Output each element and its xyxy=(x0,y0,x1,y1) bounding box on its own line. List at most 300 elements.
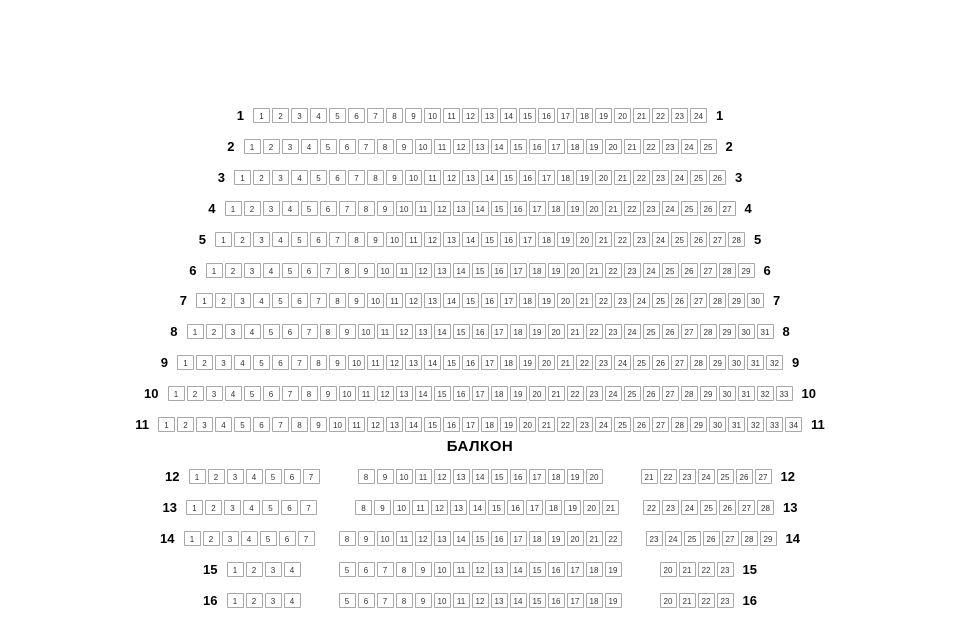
seat[interactable]: 32 xyxy=(747,417,764,432)
seat[interactable]: 10 xyxy=(434,562,451,577)
seat[interactable]: 4 xyxy=(246,469,263,484)
seat[interactable]: 19 xyxy=(567,201,584,216)
seat[interactable]: 8 xyxy=(355,500,372,515)
seat[interactable]: 15 xyxy=(424,417,441,432)
seat[interactable]: 21 xyxy=(595,232,612,247)
seat[interactable]: 28 xyxy=(681,386,698,401)
seat[interactable]: 26 xyxy=(700,201,717,216)
seat[interactable]: 16 xyxy=(548,562,565,577)
seat[interactable]: 7 xyxy=(291,355,308,370)
seat[interactable]: 9 xyxy=(377,201,394,216)
seat[interactable]: 8 xyxy=(386,108,403,123)
seat[interactable]: 4 xyxy=(291,170,308,185)
seat[interactable]: 29 xyxy=(700,386,717,401)
seat[interactable]: 19 xyxy=(510,386,527,401)
seat[interactable]: 16 xyxy=(529,139,546,154)
seat[interactable]: 6 xyxy=(348,108,365,123)
seat[interactable]: 10 xyxy=(396,201,413,216)
seat[interactable]: 14 xyxy=(472,201,489,216)
seat[interactable]: 12 xyxy=(453,139,470,154)
seat[interactable]: 17 xyxy=(526,500,543,515)
seat[interactable]: 4 xyxy=(234,355,251,370)
seat[interactable]: 30 xyxy=(738,324,755,339)
seat[interactable]: 1 xyxy=(225,201,242,216)
seat[interactable]: 12 xyxy=(405,293,422,308)
seat[interactable]: 20 xyxy=(519,417,536,432)
seat[interactable]: 10 xyxy=(386,232,403,247)
seat[interactable]: 28 xyxy=(700,324,717,339)
seat[interactable]: 10 xyxy=(396,469,413,484)
seat[interactable]: 6 xyxy=(282,324,299,339)
seat[interactable]: 8 xyxy=(291,417,308,432)
seat[interactable]: 22 xyxy=(586,324,603,339)
seat[interactable]: 25 xyxy=(681,201,698,216)
seat[interactable]: 25 xyxy=(614,417,631,432)
seat[interactable]: 25 xyxy=(662,263,679,278)
seat[interactable]: 29 xyxy=(760,531,777,546)
seat[interactable]: 17 xyxy=(567,562,584,577)
seat[interactable]: 5 xyxy=(262,500,279,515)
seat[interactable]: 20 xyxy=(614,108,631,123)
seat[interactable]: 18 xyxy=(567,139,584,154)
seat[interactable]: 7 xyxy=(320,263,337,278)
seat[interactable]: 8 xyxy=(329,293,346,308)
seat[interactable]: 23 xyxy=(576,417,593,432)
seat[interactable]: 2 xyxy=(208,469,225,484)
seat[interactable]: 18 xyxy=(548,201,565,216)
seat[interactable]: 1 xyxy=(184,531,201,546)
seat[interactable]: 18 xyxy=(491,386,508,401)
seat[interactable]: 20 xyxy=(538,355,555,370)
seat[interactable]: 18 xyxy=(519,293,536,308)
seat[interactable]: 22 xyxy=(605,263,622,278)
seat[interactable]: 4 xyxy=(263,263,280,278)
seat[interactable]: 15 xyxy=(472,263,489,278)
seat[interactable]: 13 xyxy=(450,500,467,515)
seat[interactable]: 12 xyxy=(443,170,460,185)
seat[interactable]: 22 xyxy=(652,108,669,123)
seat[interactable]: 15 xyxy=(510,139,527,154)
seat[interactable]: 7 xyxy=(298,531,315,546)
seat[interactable]: 2 xyxy=(272,108,289,123)
seat[interactable]: 13 xyxy=(424,293,441,308)
seat[interactable]: 15 xyxy=(472,531,489,546)
seat[interactable]: 13 xyxy=(405,355,422,370)
seat[interactable]: 19 xyxy=(576,170,593,185)
seat[interactable]: 24 xyxy=(671,170,688,185)
seat[interactable]: 7 xyxy=(377,593,394,608)
seat[interactable]: 24 xyxy=(698,469,715,484)
seat[interactable]: 13 xyxy=(434,531,451,546)
seat[interactable]: 11 xyxy=(412,500,429,515)
seat[interactable]: 15 xyxy=(443,355,460,370)
seat[interactable]: 16 xyxy=(500,232,517,247)
seat[interactable]: 5 xyxy=(272,293,289,308)
seat[interactable]: 21 xyxy=(586,531,603,546)
seat[interactable]: 7 xyxy=(367,108,384,123)
seat[interactable]: 11 xyxy=(367,355,384,370)
seat[interactable]: 22 xyxy=(633,170,650,185)
seat[interactable]: 21 xyxy=(538,417,555,432)
seat[interactable]: 26 xyxy=(662,324,679,339)
seat[interactable]: 22 xyxy=(698,562,715,577)
seat[interactable]: 5 xyxy=(265,469,282,484)
seat[interactable]: 4 xyxy=(284,562,301,577)
seat[interactable]: 14 xyxy=(510,562,527,577)
seat[interactable]: 18 xyxy=(529,263,546,278)
seat[interactable]: 19 xyxy=(538,293,555,308)
seat[interactable]: 17 xyxy=(500,293,517,308)
seat[interactable]: 23 xyxy=(671,108,688,123)
seat[interactable]: 14 xyxy=(434,324,451,339)
seat[interactable]: 10 xyxy=(348,355,365,370)
seat[interactable]: 21 xyxy=(567,324,584,339)
seat[interactable]: 7 xyxy=(301,324,318,339)
seat[interactable]: 20 xyxy=(583,500,600,515)
seat[interactable]: 9 xyxy=(329,355,346,370)
seat[interactable]: 19 xyxy=(529,324,546,339)
seat[interactable]: 3 xyxy=(282,139,299,154)
seat[interactable]: 7 xyxy=(310,293,327,308)
seat[interactable]: 22 xyxy=(643,500,660,515)
seat[interactable]: 21 xyxy=(679,593,696,608)
seat[interactable]: 15 xyxy=(481,232,498,247)
seat[interactable]: 12 xyxy=(386,355,403,370)
seat[interactable]: 27 xyxy=(709,232,726,247)
seat[interactable]: 6 xyxy=(329,170,346,185)
seat[interactable]: 28 xyxy=(671,417,688,432)
seat[interactable]: 13 xyxy=(491,562,508,577)
seat[interactable]: 21 xyxy=(641,469,658,484)
seat[interactable]: 8 xyxy=(339,531,356,546)
seat[interactable]: 21 xyxy=(586,263,603,278)
seat[interactable]: 4 xyxy=(301,139,318,154)
seat[interactable]: 7 xyxy=(348,170,365,185)
seat[interactable]: 23 xyxy=(624,263,641,278)
seat[interactable]: 11 xyxy=(415,201,432,216)
seat[interactable]: 30 xyxy=(709,417,726,432)
seat[interactable]: 5 xyxy=(282,263,299,278)
seat[interactable]: 21 xyxy=(633,108,650,123)
seat[interactable]: 5 xyxy=(234,417,251,432)
seat[interactable]: 12 xyxy=(472,562,489,577)
seat[interactable]: 7 xyxy=(272,417,289,432)
seat[interactable]: 19 xyxy=(564,500,581,515)
seat[interactable]: 32 xyxy=(766,355,783,370)
seat[interactable]: 3 xyxy=(234,293,251,308)
seat[interactable]: 25 xyxy=(633,355,650,370)
seat[interactable]: 2 xyxy=(206,324,223,339)
seat[interactable]: 10 xyxy=(339,386,356,401)
seat[interactable]: 27 xyxy=(738,500,755,515)
seat[interactable]: 1 xyxy=(158,417,175,432)
seat[interactable]: 6 xyxy=(301,263,318,278)
seat[interactable]: 14 xyxy=(405,417,422,432)
seat[interactable]: 17 xyxy=(567,593,584,608)
seat[interactable]: 14 xyxy=(453,263,470,278)
seat[interactable]: 20 xyxy=(586,469,603,484)
seat[interactable]: 24 xyxy=(681,500,698,515)
seat[interactable]: 1 xyxy=(227,593,244,608)
seat[interactable]: 12 xyxy=(431,500,448,515)
seat[interactable]: 21 xyxy=(602,500,619,515)
seat[interactable]: 20 xyxy=(586,201,603,216)
seat[interactable]: 19 xyxy=(557,232,574,247)
seat[interactable]: 18 xyxy=(529,531,546,546)
seat[interactable]: 2 xyxy=(246,593,263,608)
seat[interactable]: 4 xyxy=(282,201,299,216)
seat[interactable]: 16 xyxy=(510,469,527,484)
seat[interactable]: 32 xyxy=(757,386,774,401)
seat[interactable]: 8 xyxy=(310,355,327,370)
seat[interactable]: 12 xyxy=(415,263,432,278)
seat[interactable]: 2 xyxy=(203,531,220,546)
seat[interactable]: 9 xyxy=(374,500,391,515)
seat[interactable]: 24 xyxy=(665,531,682,546)
seat[interactable]: 1 xyxy=(234,170,251,185)
seat[interactable]: 12 xyxy=(472,593,489,608)
seat[interactable]: 6 xyxy=(358,593,375,608)
seat[interactable]: 27 xyxy=(671,355,688,370)
seat[interactable]: 19 xyxy=(500,417,517,432)
seat[interactable]: 17 xyxy=(481,355,498,370)
seat[interactable]: 22 xyxy=(605,531,622,546)
seat[interactable]: 13 xyxy=(396,386,413,401)
seat[interactable]: 19 xyxy=(595,108,612,123)
seat[interactable]: 34 xyxy=(785,417,802,432)
seat[interactable]: 17 xyxy=(519,232,536,247)
seat[interactable]: 4 xyxy=(241,531,258,546)
seat[interactable]: 7 xyxy=(339,201,356,216)
seat[interactable]: 9 xyxy=(320,386,337,401)
seat[interactable]: 13 xyxy=(481,108,498,123)
seat[interactable]: 12 xyxy=(396,324,413,339)
seat[interactable]: 31 xyxy=(738,386,755,401)
seat[interactable]: 23 xyxy=(652,170,669,185)
seat[interactable]: 22 xyxy=(660,469,677,484)
seat[interactable]: 3 xyxy=(291,108,308,123)
seat[interactable]: 30 xyxy=(747,293,764,308)
seat[interactable]: 26 xyxy=(703,531,720,546)
seat[interactable]: 4 xyxy=(244,324,261,339)
seat[interactable]: 2 xyxy=(253,170,270,185)
seat[interactable]: 27 xyxy=(652,417,669,432)
seat[interactable]: 25 xyxy=(652,293,669,308)
seat[interactable]: 27 xyxy=(700,263,717,278)
seat[interactable]: 21 xyxy=(576,293,593,308)
seat[interactable]: 19 xyxy=(567,469,584,484)
seat[interactable]: 5 xyxy=(339,593,356,608)
seat[interactable]: 16 xyxy=(453,386,470,401)
seat[interactable]: 19 xyxy=(548,531,565,546)
seat[interactable]: 15 xyxy=(491,469,508,484)
seat[interactable]: 3 xyxy=(215,355,232,370)
seat[interactable]: 31 xyxy=(757,324,774,339)
seat[interactable]: 21 xyxy=(614,170,631,185)
seat[interactable]: 10 xyxy=(377,531,394,546)
seat[interactable]: 27 xyxy=(681,324,698,339)
seat[interactable]: 23 xyxy=(679,469,696,484)
seat[interactable]: 27 xyxy=(690,293,707,308)
seat[interactable]: 10 xyxy=(405,170,422,185)
seat[interactable]: 28 xyxy=(719,263,736,278)
seat[interactable]: 12 xyxy=(377,386,394,401)
seat[interactable]: 3 xyxy=(253,232,270,247)
seat[interactable]: 16 xyxy=(538,108,555,123)
seat[interactable]: 18 xyxy=(557,170,574,185)
seat[interactable]: 14 xyxy=(469,500,486,515)
seat[interactable]: 3 xyxy=(227,469,244,484)
seat[interactable]: 17 xyxy=(529,201,546,216)
seat[interactable]: 25 xyxy=(643,324,660,339)
seat[interactable]: 15 xyxy=(453,324,470,339)
seat[interactable]: 24 xyxy=(633,293,650,308)
seat[interactable]: 15 xyxy=(519,108,536,123)
seat[interactable]: 26 xyxy=(681,263,698,278)
seat[interactable]: 9 xyxy=(386,170,403,185)
seat[interactable]: 18 xyxy=(510,324,527,339)
seat[interactable]: 10 xyxy=(358,324,375,339)
seat[interactable]: 24 xyxy=(605,386,622,401)
seat[interactable]: 21 xyxy=(557,355,574,370)
seat[interactable]: 1 xyxy=(196,293,213,308)
seat[interactable]: 24 xyxy=(690,108,707,123)
seat[interactable]: 27 xyxy=(719,201,736,216)
seat[interactable]: 25 xyxy=(717,469,734,484)
seat[interactable]: 3 xyxy=(224,500,241,515)
seat[interactable]: 14 xyxy=(472,469,489,484)
seat[interactable]: 30 xyxy=(719,386,736,401)
seat[interactable]: 16 xyxy=(481,293,498,308)
seat[interactable]: 1 xyxy=(227,562,244,577)
seat[interactable]: 11 xyxy=(348,417,365,432)
seat[interactable]: 16 xyxy=(491,263,508,278)
seat[interactable]: 13 xyxy=(386,417,403,432)
seat[interactable]: 26 xyxy=(633,417,650,432)
seat[interactable]: 3 xyxy=(265,593,282,608)
seat[interactable]: 20 xyxy=(660,562,677,577)
seat[interactable]: 20 xyxy=(557,293,574,308)
seat[interactable]: 11 xyxy=(386,293,403,308)
seat[interactable]: 18 xyxy=(548,469,565,484)
seat[interactable]: 6 xyxy=(339,139,356,154)
seat[interactable]: 23 xyxy=(662,139,679,154)
seat[interactable]: 4 xyxy=(272,232,289,247)
seat[interactable]: 11 xyxy=(358,386,375,401)
seat[interactable]: 22 xyxy=(576,355,593,370)
seat[interactable]: 12 xyxy=(462,108,479,123)
seat[interactable]: 12 xyxy=(415,531,432,546)
seat[interactable]: 6 xyxy=(320,201,337,216)
seat[interactable]: 5 xyxy=(329,108,346,123)
seat[interactable]: 9 xyxy=(348,293,365,308)
seat[interactable]: 21 xyxy=(624,139,641,154)
seat[interactable]: 3 xyxy=(265,562,282,577)
seat[interactable]: 9 xyxy=(310,417,327,432)
seat[interactable]: 16 xyxy=(443,417,460,432)
seat[interactable]: 23 xyxy=(643,201,660,216)
seat[interactable]: 19 xyxy=(605,562,622,577)
seat[interactable]: 12 xyxy=(367,417,384,432)
seat[interactable]: 4 xyxy=(253,293,270,308)
seat[interactable]: 33 xyxy=(766,417,783,432)
seat[interactable]: 4 xyxy=(215,417,232,432)
seat[interactable]: 8 xyxy=(358,469,375,484)
seat[interactable]: 4 xyxy=(284,593,301,608)
seat[interactable]: 9 xyxy=(415,593,432,608)
seat[interactable]: 27 xyxy=(662,386,679,401)
seat[interactable]: 7 xyxy=(300,500,317,515)
seat[interactable]: 23 xyxy=(614,293,631,308)
seat[interactable]: 23 xyxy=(633,232,650,247)
seat[interactable]: 26 xyxy=(709,170,726,185)
seat[interactable]: 16 xyxy=(548,593,565,608)
seat[interactable]: 19 xyxy=(605,593,622,608)
seat[interactable]: 8 xyxy=(301,386,318,401)
seat[interactable]: 18 xyxy=(545,500,562,515)
seat[interactable]: 17 xyxy=(510,263,527,278)
seat[interactable]: 2 xyxy=(187,386,204,401)
seat[interactable]: 15 xyxy=(434,386,451,401)
seat[interactable]: 11 xyxy=(396,263,413,278)
seat[interactable]: 2 xyxy=(263,139,280,154)
seat[interactable]: 14 xyxy=(453,531,470,546)
seat[interactable]: 20 xyxy=(529,386,546,401)
seat[interactable]: 13 xyxy=(415,324,432,339)
seat[interactable]: 1 xyxy=(206,263,223,278)
seat[interactable]: 24 xyxy=(614,355,631,370)
seat[interactable]: 27 xyxy=(722,531,739,546)
seat[interactable]: 12 xyxy=(434,201,451,216)
seat[interactable]: 5 xyxy=(253,355,270,370)
seat[interactable]: 5 xyxy=(291,232,308,247)
seat[interactable]: 31 xyxy=(747,355,764,370)
seat[interactable]: 23 xyxy=(717,562,734,577)
seat[interactable]: 10 xyxy=(393,500,410,515)
seat[interactable]: 7 xyxy=(282,386,299,401)
seat[interactable]: 19 xyxy=(548,263,565,278)
seat[interactable]: 17 xyxy=(538,170,555,185)
seat[interactable]: 1 xyxy=(168,386,185,401)
seat[interactable]: 9 xyxy=(358,263,375,278)
seat[interactable]: 20 xyxy=(576,232,593,247)
seat[interactable]: 7 xyxy=(358,139,375,154)
seat[interactable]: 2 xyxy=(205,500,222,515)
seat[interactable]: 20 xyxy=(567,531,584,546)
seat[interactable]: 22 xyxy=(624,201,641,216)
seat[interactable]: 1 xyxy=(187,324,204,339)
seat[interactable]: 8 xyxy=(367,170,384,185)
seat[interactable]: 11 xyxy=(424,170,441,185)
seat[interactable]: 20 xyxy=(660,593,677,608)
seat[interactable]: 22 xyxy=(595,293,612,308)
seat[interactable]: 4 xyxy=(243,500,260,515)
seat[interactable]: 5 xyxy=(310,170,327,185)
seat[interactable]: 9 xyxy=(339,324,356,339)
seat[interactable]: 22 xyxy=(567,386,584,401)
seat[interactable]: 14 xyxy=(510,593,527,608)
seat[interactable]: 11 xyxy=(443,108,460,123)
seat[interactable]: 10 xyxy=(415,139,432,154)
seat[interactable]: 23 xyxy=(586,386,603,401)
seat[interactable]: 9 xyxy=(377,469,394,484)
seat[interactable]: 2 xyxy=(244,201,261,216)
seat[interactable]: 1 xyxy=(244,139,261,154)
seat[interactable]: 26 xyxy=(652,355,669,370)
seat[interactable]: 1 xyxy=(177,355,194,370)
seat[interactable]: 5 xyxy=(263,324,280,339)
seat[interactable]: 26 xyxy=(719,500,736,515)
